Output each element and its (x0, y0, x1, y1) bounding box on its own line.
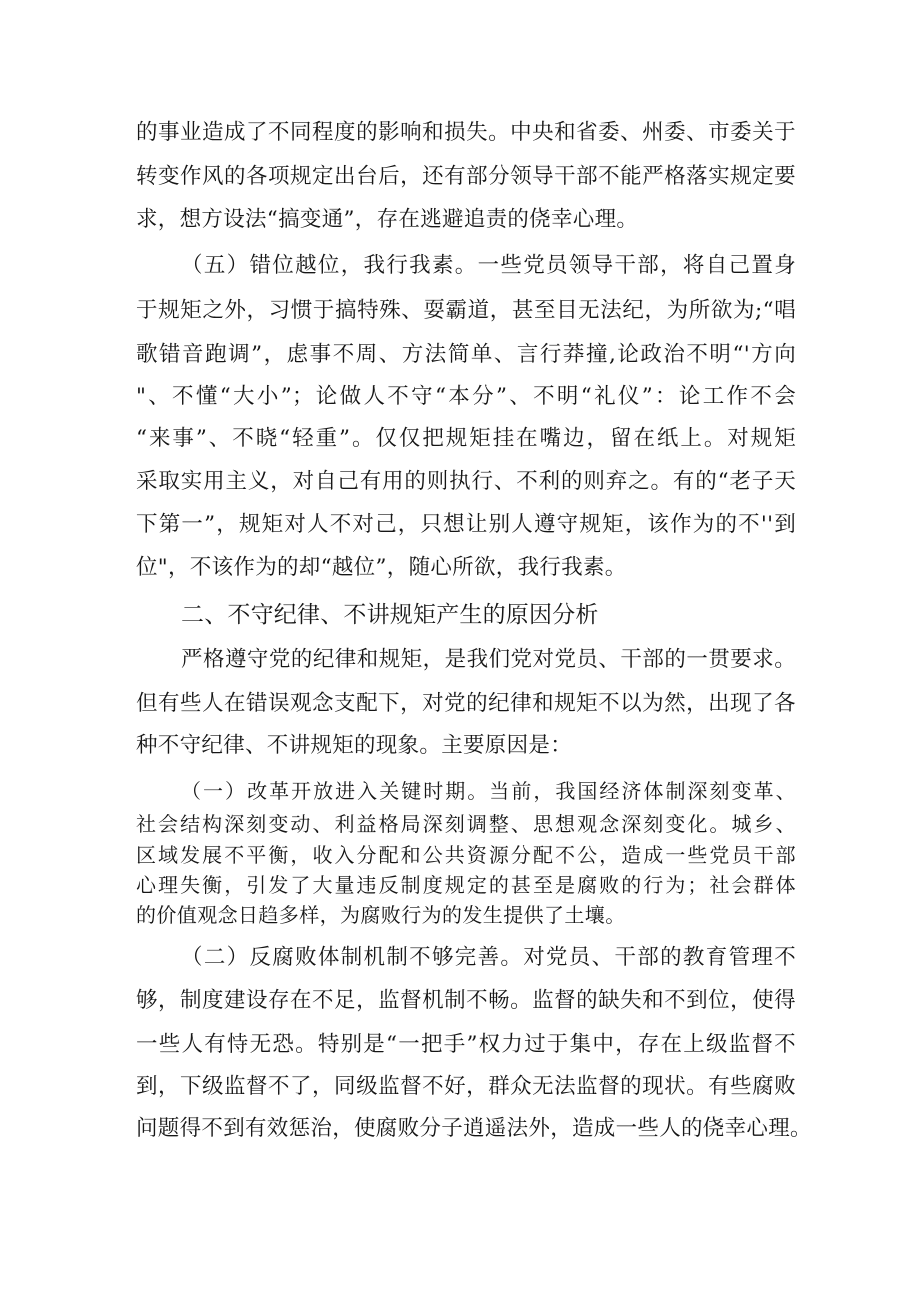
text-line: 但有些人在错误观念支配下，对党的纪律和规矩不以为然，出现了各 (136, 691, 796, 716)
text-line: 位"，不该作为的却“越位”，随心所欲，我行我素。 (136, 555, 627, 580)
text-line: 心理失衡，引发了大量违反制度规定的甚至是腐败的行为；社会群体 (136, 873, 796, 897)
text-line: 的价值观念日趋多样，为腐败行为的发生提供了土壤。 (136, 903, 626, 927)
text-line: （二）反腐败体制机制不够完善。对党员、干部的教育管理不 (181, 945, 796, 970)
text-line: （五）错位越位，我行我素。一些党员领导干部，将自己置身 (181, 253, 796, 278)
text-line: 歌错音跑调”，虑事不周、方法简单、言行莽撞,论政治不明“'方向 (136, 342, 796, 367)
text-line: 种不守纪律、不讲规矩的现象。主要原因是： (136, 733, 573, 758)
text-line: 社会结构深刻变动、利益格局深刻调整、思想观念深刻变化。城乡、 (136, 812, 796, 836)
text-line: 下第一”，规矩对人不对己，只想让别人遵守规矩，该作为的不''到 (136, 512, 796, 537)
text-line: （一）改革开放进入关键时期。当前，我国经济体制深刻变革、 (181, 779, 796, 803)
text-line: 严格遵守党的纪律和规矩，是我们党对党员、干部的一贯要求。 (181, 647, 796, 672)
text-line: “来事”、不晓“轻重”。仅仅把规矩挂在嘴边，留在纸上。对规矩 (136, 426, 796, 451)
text-line: 问题得不到有效惩治，使腐败分子逍遥法外，造成一些人的侥幸心理。 (136, 1116, 812, 1141)
text-line: 够，制度建设存在不足，监督机制不畅。监督的缺失和不到位，使得 (136, 988, 796, 1013)
text-line: 一些人有恃无恐。特别是“一把手”权力过于集中，存在上级监督不 (136, 1032, 796, 1057)
text-line: 求，想方设法“搞变通”，存在逃避追责的侥幸心理。 (136, 207, 639, 232)
text-line: 的事业造成了不同程度的影响和损失。中央和省委、州委、市委关于 (136, 120, 796, 145)
text-line: 转变作风的各项规定出台后，还有部分领导干部不能严格落实规定要 (136, 164, 796, 189)
text-line: 区域发展不平衡，收入分配和公共资源分配不公，造成一些党员干部 (136, 843, 796, 867)
text-line: "、不懂“大小”；论做人不守“本分”、不明“礼仪”：论工作不会 (136, 384, 796, 409)
text-line: 采取实用主义，对自己有用的则执行、不利的则弃之。有的“老子天 (136, 469, 796, 494)
section-heading: 二、不守纪律、不讲规矩产生的原因分析 (181, 602, 599, 628)
text-line: 到，下级监督不了，同级监督不好，群众无法监督的现状。有些腐败 (136, 1074, 796, 1099)
text-line: 于规矩之外，习惯于搞特殊、耍霸道，甚至目无法纪，为所欲为;“唱 (136, 298, 796, 323)
